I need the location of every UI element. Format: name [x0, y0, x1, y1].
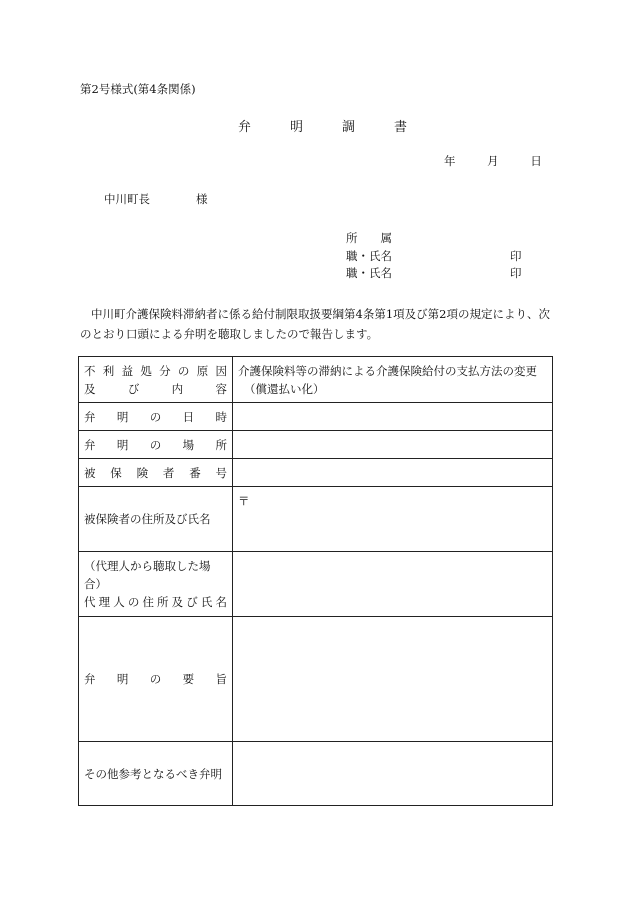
table-row-summary	[79, 617, 553, 742]
label-datetime: 弁 明 の 日 時	[79, 403, 233, 431]
table-row-insured-address	[79, 487, 553, 552]
table-row-reason	[79, 357, 553, 403]
date-day: 日	[530, 154, 542, 168]
value-reason: 介護保険料等の滞納による介護保険給付の支払方法の変更 （償還払い化）	[233, 357, 553, 403]
value-datetime[interactable]	[233, 403, 553, 431]
document-title	[238, 121, 407, 134]
seal-mark-1: 印	[510, 249, 522, 263]
form-number: 第2号様式(第4条関係)	[80, 82, 196, 96]
addressee-name: 中川町長	[104, 192, 150, 206]
value-agent[interactable]	[233, 552, 553, 617]
label-place: 弁 明 の 場 所	[79, 431, 233, 459]
position-name-label-1: 職・氏名	[346, 249, 392, 263]
table-row-place	[79, 431, 553, 459]
title-char: 書	[394, 120, 408, 135]
table-row-other	[79, 742, 553, 806]
intro-paragraph: 中川町介護保険料滞納者に係る給付制限取扱要綱第4条第1項及び第2項の規定により、次のとおり口頭による弁明を聴取しましたので報告します。	[80, 307, 550, 341]
label-insured-address: 被保険者の住所及び氏名	[79, 487, 233, 552]
label-reason: 不 利 益 処 分 の 原 因 及 び 内 容	[79, 357, 233, 403]
position-name-label-2: 職・氏名	[346, 266, 392, 280]
table-row-agent	[79, 552, 553, 617]
seal-mark-2: 印	[510, 266, 522, 280]
value-insured-address[interactable]	[233, 487, 553, 552]
date-line	[430, 156, 542, 168]
value-summary[interactable]	[233, 617, 553, 742]
title-char: 調	[342, 120, 356, 135]
label-summary: 弁 明 の 要 旨	[79, 617, 233, 742]
statement-table	[78, 356, 553, 806]
title-char: 明	[290, 120, 304, 135]
date-year: 年	[444, 154, 456, 168]
label-other: その他参考となるべき弁明	[79, 742, 233, 806]
value-place[interactable]	[233, 431, 553, 459]
label-insured-number: 被 保 険 者 番 号	[79, 459, 233, 487]
table-row-insured-number	[79, 459, 553, 487]
affiliation-label: 所 属	[346, 231, 392, 245]
value-other[interactable]	[233, 742, 553, 806]
addressee-honorific: 様	[196, 192, 208, 206]
date-month: 月	[487, 154, 499, 168]
table-row-datetime	[79, 403, 553, 431]
title-char: 弁	[238, 120, 252, 135]
postal-mark: 〒	[238, 494, 250, 508]
value-insured-number[interactable]	[233, 459, 553, 487]
label-agent: （代理人から聴取した場合） 代 理 人 の 住 所 及 び 氏 名	[79, 552, 233, 617]
